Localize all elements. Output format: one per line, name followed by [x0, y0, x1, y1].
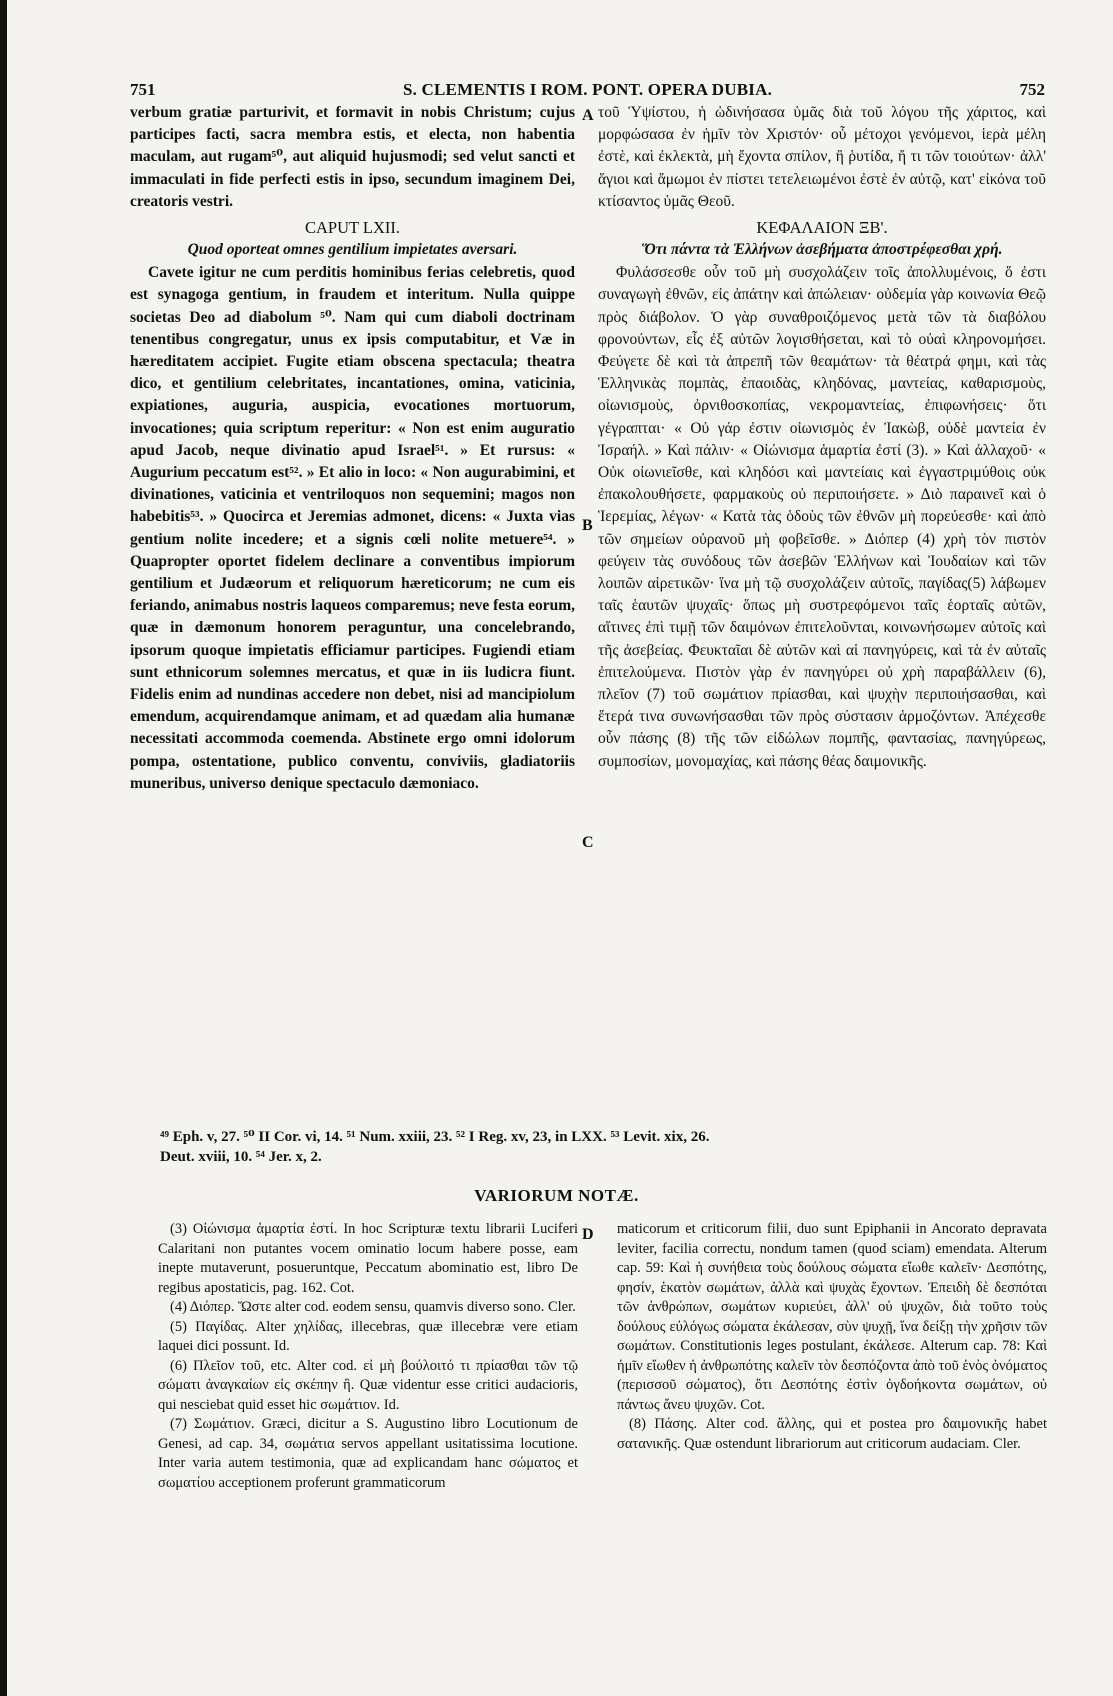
notes-right-column — [617, 1220, 1047, 1454]
latin-chapter-heading: CAPUT LXII. — [304, 218, 401, 238]
latin-body: Cavete igitur ne cum perditis hominibus ferias celebretis, quod est synagoga gentium, in fraudem et interitum. Nulla quippe societas Deo ad diabolum ⁵⁰. Nam qui cum diaboli doctrinam tenentibus congregatur, unus ex ipsis computabitur, et Væ in hæreditatem accipiet. Fugite etiam obscena spectacula; theatra dico, et gentilium celebritates, incantationes, omina, vaticinia, expiationes, auguria, auspicia, evocationes mortuorum, invocationes; quia scriptum reperitur: « Non est enim auguratio apud Jacob, neque divinatio apud Israel⁵¹. » Et rursus: « Augurium peccatum est⁵². » Et alio in loco: « Non augurabimini, et divinationes, vaticinia et ventriloquos non sequemini; magos non habebitis⁵³. » Quocirca et Jeremias admonet, dicens: « Juxta vias gentium nolite incedere; et a signis cœli nolite metuere⁵⁴. » Quapropter oportet fidelem declinare a conventibus impiorum gentilium et Judæorum et reliquorum hæreticorum; ne cum eis feriando, animabus nostris laqueos comparemus; neve festa eorum, quæ in dæmonum honorem peraguntur, una concelebrando, ipsorum quoque impietatis efficiamur participes. Fugiendi etiam sunt ethnicorum solemnes mercatus, et quæ in iis ludicra fiunt. Fidelis enim ad nundinas accedere non debet, nisi ad mancipiolum emendum, acquirendamque animam, et ad quædam alia humanæ necessitati accommoda coemenda. Abstinete ergo omni idolorum pompa, ostentatione, publico conventu, conviviis, gladiatoriis muneribus, universo denique spectaculo dæmoniaco. — [130, 264, 575, 792]
latin-intro: verbum gratiæ parturivit, et formavit in nobis Christum; cujus participes facti, sacra membra estis, et electa, non habentia maculam, aut rugam⁵⁰, aut aliquid hujusmodi; sed velut sancti et immaculati in fide perfecti estis in ipso, secundum imaginem Dei, creatoris vestri. — [130, 104, 575, 210]
note-item: (3) Οἰώνισμα ἁμαρτία ἐστί. In hoc Scripturæ textu librarii Luciferi Calaritani non putantes vocem ominatio locum habere posse, eam inepte mutaverunt, posueruntque, Peccatum abominatio est, libro De regibus apostaticis, pag. 162. Cot. — [158, 1221, 578, 1296]
page-number-right: 752 — [1019, 80, 1045, 99]
margin-letter-a: A — [582, 107, 594, 124]
latin-column — [130, 102, 575, 795]
running-title: S. CLEMENTIS I ROM. PONT. OPERA DUBIA. — [402, 80, 773, 99]
greek-intro: τοῦ Ὑψίστου, ἡ ὠδινήσασα ὑμᾶς διὰ τοῦ λόγου τῆς χάριτος, καὶ μορφώσασα ἐν ἡμῖν τὸν Χριστόν· οὗ μέτοχοι γενόμενοι, ἱερὰ μέλη ἐστὲ, καὶ ἐκλεκτὰ, μὴ ἔχοντα σπίλον, ἢ ῥυτίδα, ἤ τι τῶν τοιούτων· ἀλλ' ἅγιοι καὶ ἄμωμοι ἐν πίστει τετελειωμένοι ἐστὲ ἐν αὐτῷ, κατ' εἰκόνα τοῦ κτίσαντος ὑμᾶς Θεοῦ. — [598, 104, 1046, 210]
page-edge-shadow — [0, 0, 7, 1696]
note-item: (6) Πλεῖον τοῦ, etc. Alter cod. εἰ μὴ βούλοιτό τι πρίασθαι τῶν τῷ σώματι ἀναγκαίων εἰς σκέπην ἢ. Quæ videntur esse critici audacioris, qui nesciebat quid esset hic σωμάτιον. Id. — [158, 1357, 578, 1413]
greek-chapter-title: Ὅτι πάντα τὰ Ἑλλήνων ἀσεβήματα ἀποστρέφεσθαι χρή. — [641, 241, 1003, 259]
variorum-notes-heading: VARIORUM NOTÆ. — [474, 1186, 639, 1205]
margin-letter-b: B — [582, 517, 593, 534]
note-item: (4) Διόπερ. Ὥστε alter cod. eodem sensu, quamvis diverso sono. Cler. — [170, 1299, 576, 1315]
notes-left-column — [158, 1220, 578, 1493]
greek-column — [598, 102, 1046, 773]
footnote-line: ⁴⁹ Eph. v, 27. ⁵⁰ II Cor. vi, 14. ⁵¹ Num. xxiii, 23. ⁵² I Reg. xv, 23, in LXX. ⁵³ Levit. xix, 26. — [160, 1129, 710, 1145]
margin-letter-c: C — [582, 834, 594, 851]
margin-letter-d: D — [582, 1226, 594, 1243]
greek-body: Φυλάσσεσθε οὖν τοῦ μὴ συσχολάζειν τοῖς ἀπολλυμένοις, ὅ ἐστι συναγωγὴ ἐθνῶν, εἰς ἀπάτην καὶ ἀπώλειαν· οὐδεμία γὰρ κοινωνία Θεῷ πρὸς διάβολον. Ὁ γὰρ συναθροιζόμενος μετὰ τῶν τὰ διαβόλου φρονούντων, εἷς ἐξ αὐτῶν λογισθήσεται, καὶ τὸ οὐαὶ κληρονομήσει. Φεύγετε δὲ καὶ τὰ ἀπρεπῆ τῶν θεαμάτων· τὰ θέατρά φημι, καὶ τὰς Ἑλληνικὰς πομπὰς, ἐπαοιδὰς, κληδόνας, μαντείας, καθαρισμοὺς, οἰωνισμοὺς, ὀρνιθοσκοπίας, νεκρομαντείας, ἐπιφωνήσεις· ὅτι γέγραπται· « Οὐ γάρ ἐστιν οἰωνισμὸς ἐν Ἰακὼβ, οὐδὲ μαντεία ἐν Ἰσραήλ. » Καὶ πάλιν· « Οἰώνισμα ἁμαρτία ἐστί (3). » Καὶ ἀλλαχοῦ· « Οὐκ οἰωνιεῖσθε, καὶ κληδόσι καὶ μαντείαις καὶ ἐγγαστριμύθοις οὐκ ἐπακολουθήσετε, φαρμακοὺς οὐ περιποιήσετε. » Διὸ παραινεῖ καὶ ὁ Ἱερεμίας, λέγων· « Κατὰ τὰς ὁδοὺς τῶν ἐθνῶν μὴ πορεύεσθε· καὶ ἀπὸ τῶν σημείων οὐρανοῦ μὴ φοβεῖσθε. » Διόπερ (4) χρὴ τὸν πιστὸν φεύγειν τὰς συνόδους τῶν ἀσεβῶν Ἑλλήνων καὶ Ἰουδαίων καὶ τῶν λοιπῶν αἱρετικῶν· ἵνα μὴ τῷ συσχολάζειν αὐτοῖς, παγίδας(5) λάβωμεν ταῖς ἑαυτῶν ψυχαῖς· ὅπως μὴ συστρεφόμενοι ταῖς ἑορταῖς αὐτῶν, αἵτινες ἐπὶ τιμῇ τῶν δαιμόνων ἐπιτελοῦνται, κοινωνήσωμεν αὐτοῖς καὶ τῆς ἀσεβείας. Φευκταῖαι δὲ αὐτῶν καὶ αἱ πανηγύρεις, καὶ τὰ ἐν αὐταῖς ἐπιτελούμενα. Πιστὸν γὰρ ἐν πανηγύρει οὐ χρὴ παραβάλλειν (6), πλεῖον (7) τοῦ σωμάτιον πρίασθαι, καὶ ψυχὴν περιποιήσασθαι, καὶ ἕτερά τινα συνωνήσασθαι τῶν πρὸς σύστασιν ἁρμοζόντων. Ἀπέχεσθε οὖν πάσης (8) τῆς τῶν εἰδώλων πομπῆς, φαντασίας, πανηγύρεως, συμποσίων, μονομαχίας, καὶ πάσης θέας δαιμονικῆς. — [598, 264, 1046, 770]
note-item: (5) Παγίδας. Alter χηλίδας, illecebras, quæ illecebræ vere etiam laquei dici possunt. Id. — [158, 1318, 578, 1354]
note-item: (7) Σωμάτιον. Græci, dicitur a S. Augustino libro Locutionum de Genesi, ad cap. 34, σωμάτια servos appellant usitatissima locutione. Inter varia autem testimonia, quæ ad explicandam hanc σώματος et σωματίου acceptionem proferunt grammaticorum — [158, 1416, 578, 1491]
footnote-line: Deut. xviii, 10. ⁵⁴ Jer. x, 2. — [160, 1149, 322, 1165]
running-header — [130, 80, 1045, 104]
note-item: (8) Πάσης. Alter cod. ἄλλης, qui et postea pro δαιμονικῆς habet σατανικῆς. Quæ ostendunt librariorum aut criticorum audaciam. Cler. — [617, 1416, 1047, 1452]
latin-chapter-title: Quod oporteat omnes gentilium impietates aversari. — [187, 241, 518, 259]
greek-chapter-heading: ΚΕΦΑΛΑΙΟΝ ΞΒ'. — [756, 218, 888, 238]
scripture-footnotes — [160, 1127, 1040, 1167]
page-number-left: 751 — [130, 80, 156, 99]
note-item: maticorum et criticorum filii, duo sunt Epiphanii in Ancorato depravata leviter, facilia correctu, nondum tamen (quod sciam) emendata. Alterum cap. 59: Καὶ ἡ συνήθεια τοὺς δούλους σώματα εἴωθε καλεῖν· Δεσπότης, φησίν, ἑκατὸν σωμάτων, ἀλλὰ καὶ ψυχὰς ἔχοντων. Ἐπειδὴ δὲ δεσπόται τῶν ἀνθρώπων, σωμάτων κυριεύει, ἀλλ' οὐ ψυχῶν, διὰ τοῦτο τοὺς δούλους εὐλόγως σώματα ἐκάλεσαν, σὺν ψυχῇ, ἵνα δείξῃ τὴν χρῆσιν τῶν σωμάτων. Constitutionis leges postulant, ἐκάλεσε. Alterum cap. 78: Καὶ ἡμῖν εἴωθεν ἡ ἀνθρωπότης καλεῖν τὸν δεσπόζοντα ἀπὸ τοῦ ἑνὸς ὀνόματος (περισσοῦ σώματος), ὅτι Δεσπότης ἐστὶν ὀγδοήκοντα σωμάτων, οὐ πάντως ἄνευ ψυχῶν. Cot. — [617, 1221, 1047, 1413]
